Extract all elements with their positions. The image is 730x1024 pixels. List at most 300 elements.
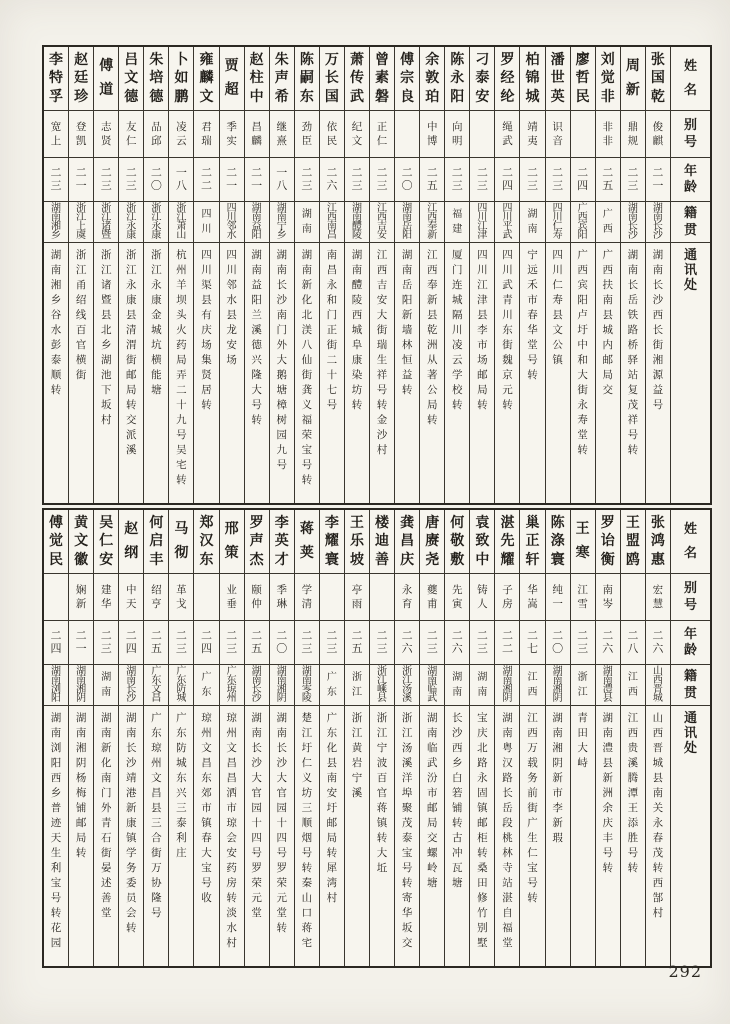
person-column (93, 47, 118, 503)
age-cell: 二 三 (370, 158, 394, 202)
name-cell: 吴 仁 安 (94, 510, 118, 574)
name-cell: 唐 赓 尧 (420, 510, 444, 574)
alias-cell: 纯 一 (546, 574, 570, 621)
origin-cell: 四 川 (194, 202, 218, 243)
age-cell: 二 三 (470, 621, 494, 665)
address-cell: 广 西 宾 阳 卢 圩 中 和 大 街 永 寿 堂 转 (577, 249, 588, 456)
alias-cell (621, 574, 645, 621)
origin-cell: 江 西 吉 安 (370, 202, 394, 243)
alias-cell: 季 实 (220, 111, 244, 158)
address-cell: 湖 南 浏 阳 西 乡 普 迹 天 生 利 宝 号 转 花 园 (50, 712, 62, 949)
address-cell: 浙 江 黄 岩 宁 溪 (351, 712, 363, 799)
address-cell: 四 川 渠 县 有 庆 场 集 贤 居 转 (201, 249, 212, 411)
person-column (519, 47, 544, 503)
name-cell: 刘 觉 非 (596, 47, 620, 111)
address-cell: 宝 庆 北 路 永 固 镇 邮 柜 转 桑 田 修 竹 别 墅 (477, 712, 488, 949)
age-cell: 二 六 (596, 621, 620, 665)
address-cell: 楚 江 圩 仁 义 坊 三 顺 烟 号 转 秦 山 口 蒋 宅 (301, 712, 313, 949)
person-column (118, 47, 143, 503)
name-cell: 周 新 (621, 47, 645, 111)
address-cell: 广 东 琼 州 文 昌 县 三 合 街 万 协 隆 号 (151, 712, 162, 919)
origin-cell: 四 川 仁 寿 (546, 202, 570, 243)
origin-cell: 湖 南 (470, 665, 494, 706)
name-cell: 何 启 丰 (144, 510, 168, 574)
alias-cell: 革 戈 (169, 574, 193, 621)
age-cell: 二 四 (194, 621, 218, 665)
origin-cell: 江 西 南 昌 (320, 202, 344, 243)
person-column (143, 510, 168, 966)
person-column (595, 47, 620, 503)
person-column (344, 510, 369, 966)
alias-cell: 俊 麒 (646, 111, 670, 158)
address-cell: 浙 江 诸 暨 县 北 乡 湖 池 下 坂 村 (100, 249, 112, 426)
header-name: 姓 名 (671, 47, 710, 111)
header-name: 姓 名 (671, 510, 710, 574)
alias-cell: 颐 仲 (245, 574, 269, 621)
address-cell: 浙 江 永 康 县 清 渭 街 邮 局 转 交 派 溪 (126, 249, 137, 456)
directory-table-top (42, 45, 712, 505)
person-column (469, 510, 494, 966)
name-cell: 雍 麟 文 (194, 47, 218, 111)
alias-cell: 登 凯 (69, 111, 93, 158)
name-cell: 贾 超 (220, 47, 244, 111)
name-cell: 王 寒 (571, 510, 595, 574)
origin-cell: 湖 南 长 沙 (621, 202, 645, 243)
name-cell: 袁 致 中 (470, 510, 494, 574)
person-column (118, 510, 143, 966)
origin-cell: 浙 江 嵊 县 (370, 665, 394, 706)
name-cell: 赵 廷 珍 (69, 47, 93, 111)
origin-cell: 湖 南 湘 阴 (546, 665, 570, 706)
origin-cell: 湖 南 (295, 202, 319, 243)
origin-cell: 湖 南 长 沙 (119, 665, 143, 706)
address-cell: 青 田 大 峙 (577, 712, 588, 769)
person-column (68, 510, 93, 966)
person-column (193, 510, 218, 966)
origin-cell: 广 东 文 昌 (144, 665, 168, 706)
alias-cell: 识 音 (546, 111, 570, 158)
person-column (444, 510, 469, 966)
person-column (68, 47, 93, 503)
age-cell: 二 五 (596, 158, 620, 202)
address-cell: 浙 江 汤 溪 洋 埠 聚 茂 泰 宝 号 转 寄 华 坂 交 (401, 712, 413, 949)
header-address: 通 讯 处 (671, 243, 710, 503)
person-column (269, 510, 294, 966)
origin-cell: 湖 南 零 陵 (295, 665, 319, 706)
age-cell: 二 三 (169, 621, 193, 665)
origin-cell: 广 西 (596, 202, 620, 243)
address-cell: 江 西 万 载 务 前 街 广 生 仁 宝 号 转 (527, 712, 538, 904)
person-column (645, 47, 670, 503)
name-cell: 邢 策 (220, 510, 244, 574)
alias-cell: 铸 人 (470, 574, 494, 621)
age-cell: 二 三 (94, 621, 118, 665)
origin-cell: 浙 江 (571, 665, 595, 706)
alias-cell: 亭 雨 (345, 574, 369, 621)
name-cell: 陈 永 阳 (445, 47, 469, 111)
age-cell: 二 三 (445, 158, 469, 202)
name-cell: 朱 培 德 (144, 47, 168, 111)
header-column (670, 510, 710, 966)
origin-cell: 江 西 (621, 665, 645, 706)
age-cell: 二 四 (44, 621, 68, 665)
name-cell: 李 特 孚 (44, 47, 68, 111)
address-cell: 琼 州 文 昌 昌 洒 市 琼 会 安 药 房 转 淡 水 村 (226, 712, 237, 949)
alias-cell: 永 育 (395, 574, 419, 621)
person-column (394, 47, 419, 503)
address-cell: 长 沙 西 乡 白 箬 铺 转 古 冲 瓦 塘 (452, 712, 463, 889)
person-column (369, 47, 394, 503)
age-cell: 二 〇 (546, 621, 570, 665)
alias-cell: 中 天 (119, 574, 143, 621)
origin-cell: 湖 南 (520, 202, 544, 243)
alias-cell: 绳 武 (495, 111, 519, 158)
address-cell: 湖 南 长 沙 南 门 外 大 鹅 塘 樟 树 园 九 号 (276, 249, 287, 471)
age-cell: 二 二 (194, 158, 218, 202)
origin-cell: 四 川 江 津 (470, 202, 494, 243)
name-cell: 陈 嗣 东 (295, 47, 319, 111)
name-cell: 刁 泰 安 (470, 47, 494, 111)
alias-cell: 君 瑞 (194, 111, 218, 158)
name-cell: 陈 涤 寰 (546, 510, 570, 574)
address-cell: 浙 江 甬 绍 线 百 官 横 街 (75, 249, 87, 381)
address-cell: 湖 南 长 沙 靖 港 新 康 镇 学 务 委 员 会 转 (126, 712, 137, 934)
origin-cell: 湖 南 湘 阴 (495, 665, 519, 706)
age-cell: 二 三 (470, 158, 494, 202)
alias-cell: 娴 新 (69, 574, 93, 621)
name-cell: 龚 昌 庆 (395, 510, 419, 574)
age-cell: 二 〇 (144, 158, 168, 202)
header-age: 年 龄 (671, 158, 710, 202)
address-cell: 湖 南 益 阳 兰 溪 德 兴 隆 大 号 转 (251, 249, 262, 426)
person-column (294, 47, 319, 503)
origin-cell: 湖 南 长 沙 (646, 202, 670, 243)
name-cell: 马 彻 (169, 510, 193, 574)
address-cell: 广 东 防 城 东 兴 三 泰 利 庄 (176, 712, 187, 859)
person-column (219, 510, 244, 966)
name-cell: 萧 传 武 (345, 47, 369, 111)
person-column (444, 47, 469, 503)
alias-cell: 宏 慧 (646, 574, 670, 621)
address-cell: 四 川 仁 寿 县 文 公 镇 (552, 249, 563, 366)
address-cell: 湖 南 湘 乡 谷 水 彭 泰 顺 转 (50, 249, 62, 396)
origin-cell: 湖 南 澧 县 (596, 665, 620, 706)
alias-cell: 季 琳 (270, 574, 294, 621)
person-column (244, 510, 269, 966)
alias-cell: 建 华 (94, 574, 118, 621)
age-cell: 二 六 (320, 158, 344, 202)
person-column (419, 510, 444, 966)
person-column (143, 47, 168, 503)
alias-cell: 子 房 (495, 574, 519, 621)
person-column (595, 510, 620, 966)
origin-cell: 湖 南 (94, 665, 118, 706)
directory-table-bottom (42, 508, 712, 968)
origin-cell: 湖 南 湘 乡 (44, 202, 68, 243)
age-cell: 二 一 (646, 158, 670, 202)
alias-cell: 继 熹 (270, 111, 294, 158)
alias-cell (44, 574, 68, 621)
address-cell: 四 川 邻 水 县 龙 安 场 (226, 249, 237, 366)
alias-cell: 绍 亨 (144, 574, 168, 621)
age-cell: 二 二 (495, 621, 519, 665)
person-column (294, 510, 319, 966)
address-cell: 琼 州 文 昌 东 郊 市 镇 春 大 宝 号 收 (201, 712, 212, 904)
name-cell: 湛 先 耀 (495, 510, 519, 574)
header-origin: 籍 贯 (671, 202, 710, 243)
age-cell: 二 三 (119, 158, 143, 202)
address-cell: 四 川 武 青 川 东 街 魏 京 元 转 (502, 249, 513, 411)
name-cell: 赵 纲 (119, 510, 143, 574)
alias-cell: 华 嵩 (520, 574, 544, 621)
address-cell: 四 川 江 津 县 李 市 场 邮 局 转 (477, 249, 488, 411)
age-cell: 二 〇 (270, 621, 294, 665)
alias-cell: 志 贤 (94, 111, 118, 158)
person-column (344, 47, 369, 503)
header-age: 年 龄 (671, 621, 710, 665)
origin-cell: 湖 南 (445, 665, 469, 706)
origin-cell: 湖 南 长 沙 (245, 665, 269, 706)
address-cell: 湖 南 新 化 南 门 外 青 石 街 晏 述 善 堂 (100, 712, 112, 919)
alias-cell (395, 111, 419, 158)
person-column (319, 510, 344, 966)
address-cell: 湖 南 岳 阳 新 墙 林 恒 益 转 (401, 249, 413, 396)
alias-cell: 正 仁 (370, 111, 394, 158)
age-cell: 二 三 (295, 158, 319, 202)
name-cell: 柏 锦 城 (520, 47, 544, 111)
origin-cell: 山 西 晋 城 (646, 665, 670, 706)
person-column (219, 47, 244, 503)
alias-cell: 凌 云 (169, 111, 193, 158)
origin-cell: 湖 南 宁 乡 (270, 202, 294, 243)
person-column (369, 510, 394, 966)
name-cell: 罗 经 纶 (495, 47, 519, 111)
name-cell: 万 长 国 (320, 47, 344, 111)
name-cell: 潘 世 英 (546, 47, 570, 111)
person-column (620, 47, 645, 503)
origin-cell: 湖 南 岳 阳 (395, 202, 419, 243)
age-cell: 二 四 (571, 158, 595, 202)
address-cell: 杭 州 羊 坝 头 火 药 局 弄 二 十 九 号 吴 宅 转 (176, 249, 187, 486)
origin-cell: 浙 江 汤 溪 (395, 665, 419, 706)
person-column (645, 510, 670, 966)
origin-cell: 江 西 奉 新 (420, 202, 444, 243)
address-cell: 湖 南 临 武 汾 市 邮 局 交 螺 岭 塘 (426, 712, 438, 889)
origin-cell: 四 川 邻 水 (220, 202, 244, 243)
name-cell: 傅 道 (94, 47, 118, 111)
name-cell: 赵 柱 中 (245, 47, 269, 111)
header-alias: 别 号 (671, 111, 710, 158)
age-cell: 二 六 (646, 621, 670, 665)
origin-cell: 广 东 防 城 (169, 665, 193, 706)
person-column (93, 510, 118, 966)
age-cell: 一 八 (270, 158, 294, 202)
origin-cell: 湖 南 醴 陵 (345, 202, 369, 243)
origin-cell: 浙 江 永 康 (119, 202, 143, 243)
alias-cell: 南 岑 (596, 574, 620, 621)
name-cell: 傅 宗 良 (395, 47, 419, 111)
alias-cell: 友 仁 (119, 111, 143, 158)
page-number: 292 (668, 962, 702, 981)
name-cell: 余 敦 珀 (420, 47, 444, 111)
origin-cell: 广 东 琼 州 (220, 665, 244, 706)
person-column (570, 47, 595, 503)
age-cell: 二 三 (295, 621, 319, 665)
directory-tables (42, 45, 712, 968)
name-cell: 吕 文 德 (119, 47, 143, 111)
origin-cell: 浙 江 (345, 665, 369, 706)
alias-cell: 先 寅 (445, 574, 469, 621)
address-cell: 江 西 奉 新 县 乾 洲 从 著 公 局 转 (426, 249, 438, 426)
alias-cell: 纪 文 (345, 111, 369, 158)
age-cell: 二 三 (621, 158, 645, 202)
address-cell: 湖 南 长 沙 大 官 园 十 四 号 罗 荣 元 堂 (251, 712, 262, 919)
alias-cell: 非 非 (596, 111, 620, 158)
origin-cell: 湖 南 湘 阴 (69, 665, 93, 706)
alias-cell: 江 雪 (571, 574, 595, 621)
header-address: 通 讯 处 (671, 706, 710, 966)
alias-cell (470, 111, 494, 158)
address-cell: 湖 南 长 沙 大 官 园 十 四 号 罗 荣 元 堂 转 (276, 712, 287, 934)
name-cell: 楼 迪 善 (370, 510, 394, 574)
name-cell: 李 英 才 (270, 510, 294, 574)
name-cell: 蒋 荚 (295, 510, 319, 574)
person-column (269, 47, 294, 503)
address-cell: 湖 南 醴 陵 西 城 阜 康 染 坊 转 (351, 249, 363, 411)
age-cell: 二 三 (220, 621, 244, 665)
origin-cell: 湖 南 临 武 (420, 665, 444, 706)
address-cell: 宁 远 禾 市 春 华 堂 号 转 (527, 249, 538, 381)
person-column (193, 47, 218, 503)
age-cell: 二 三 (420, 621, 444, 665)
alias-cell: 中 博 (420, 111, 444, 158)
age-cell: 二 一 (220, 158, 244, 202)
name-cell: 何 敬 敷 (445, 510, 469, 574)
address-cell: 江 西 吉 安 大 街 瑞 生 祥 号 转 金 沙 村 (376, 249, 388, 456)
name-cell: 傅 觉 民 (44, 510, 68, 574)
alias-cell: 靖 夷 (520, 111, 544, 158)
address-cell: 广 东 化 县 南 安 圩 邮 局 转 犀 湾 村 (326, 712, 338, 904)
age-cell: 二 五 (345, 621, 369, 665)
age-cell: 二 三 (370, 621, 394, 665)
origin-cell: 浙 江 永 康 (144, 202, 168, 243)
age-cell: 二 六 (395, 621, 419, 665)
age-cell: 一 八 (169, 158, 193, 202)
age-cell: 二 五 (144, 621, 168, 665)
header-origin: 籍 贯 (671, 665, 710, 706)
age-cell: 二 六 (445, 621, 469, 665)
person-column (44, 47, 68, 503)
origin-cell: 四 川 平 武 (495, 202, 519, 243)
age-cell: 二 一 (69, 158, 93, 202)
address-cell: 湖 南 新 化 北 渼 八 仙 街 龚 义 福 荣 宝 号 转 (301, 249, 313, 486)
alias-cell (320, 574, 344, 621)
origin-cell: 浙 江 上 虞 (69, 202, 93, 243)
origin-cell: 福 建 (445, 202, 469, 243)
age-cell: 二 〇 (395, 158, 419, 202)
person-column (519, 510, 544, 966)
age-cell: 二 三 (44, 158, 68, 202)
name-cell: 张 国 乾 (646, 47, 670, 111)
age-cell: 二 七 (520, 621, 544, 665)
person-column (545, 510, 570, 966)
origin-cell: 湖 南 益 阳 (245, 202, 269, 243)
address-cell: 湖 南 长 岳 铁 路 桥 驿 站 复 茂 祥 号 转 (627, 249, 639, 456)
person-column (168, 510, 193, 966)
person-column (494, 47, 519, 503)
name-cell: 卜 如 鹏 (169, 47, 193, 111)
person-column (494, 510, 519, 966)
name-cell: 王 乐 坡 (345, 510, 369, 574)
person-column (620, 510, 645, 966)
address-cell: 浙 江 宁 波 百 官 蒋 镇 转 大 坵 (376, 712, 388, 874)
name-cell: 曾 素 磐 (370, 47, 394, 111)
origin-cell: 江 西 (520, 665, 544, 706)
address-cell: 浙 江 永 康 金 城 坑 横 能 塘 (151, 249, 162, 396)
address-cell: 山 西 晋 城 县 南 关 永 春 茂 转 西 郜 村 (652, 712, 664, 919)
name-cell: 罗 诒 衡 (596, 510, 620, 574)
name-cell: 李 耀 寰 (320, 510, 344, 574)
name-cell: 张 鸿 惠 (646, 510, 670, 574)
name-cell: 朱 声 希 (270, 47, 294, 111)
alias-cell: 夔 甫 (420, 574, 444, 621)
alias-cell (370, 574, 394, 621)
age-cell: 二 三 (520, 158, 544, 202)
address-cell: 湖 南 湘 阴 杨 梅 铺 邮 局 转 (75, 712, 87, 859)
origin-cell: 广 西 宾 阳 (571, 202, 595, 243)
header-column (670, 47, 710, 503)
address-cell: 湖 南 粤 汉 路 长 岳 段 桃 林 寺 站 湛 自 福 堂 (502, 712, 513, 949)
age-cell: 二 四 (119, 621, 143, 665)
person-column (168, 47, 193, 503)
person-column (570, 510, 595, 966)
name-cell: 巢 正 轩 (520, 510, 544, 574)
origin-cell: 湖 南 浏 阳 (44, 665, 68, 706)
header-alias: 别 号 (671, 574, 710, 621)
age-cell: 二 五 (420, 158, 444, 202)
age-cell: 二 四 (495, 158, 519, 202)
person-column (394, 510, 419, 966)
name-cell: 廖 哲 民 (571, 47, 595, 111)
person-column (44, 510, 68, 966)
origin-cell: 浙 江 萧 山 (169, 202, 193, 243)
alias-cell: 鼎 规 (621, 111, 645, 158)
address-cell: 湖 南 湘 阴 新 市 李 新 瑕 (552, 712, 563, 844)
alias-cell: 昌 麟 (245, 111, 269, 158)
age-cell: 二 三 (345, 158, 369, 202)
alias-cell: 劲 臣 (295, 111, 319, 158)
alias-cell (194, 574, 218, 621)
origin-cell: 浙 江 诸 暨 (94, 202, 118, 243)
address-cell: 南 昌 永 和 门 正 街 二 十 七 号 (326, 249, 338, 411)
name-cell: 黄 文 徽 (69, 510, 93, 574)
address-cell: 厦 门 连 城 隔 川 凌 云 学 校 转 (452, 249, 463, 411)
alias-cell (571, 111, 595, 158)
age-cell: 二 三 (320, 621, 344, 665)
person-column (244, 47, 269, 503)
person-column (319, 47, 344, 503)
alias-cell: 学 清 (295, 574, 319, 621)
alias-cell: 向 明 (445, 111, 469, 158)
age-cell: 二 一 (245, 158, 269, 202)
alias-cell: 业 垂 (220, 574, 244, 621)
age-cell: 二 一 (69, 621, 93, 665)
name-cell: 王 盟 鸥 (621, 510, 645, 574)
origin-cell: 广 东 (320, 665, 344, 706)
alias-cell: 宽 上 (44, 111, 68, 158)
origin-cell: 广 东 (194, 665, 218, 706)
name-cell: 郑 汉 东 (194, 510, 218, 574)
